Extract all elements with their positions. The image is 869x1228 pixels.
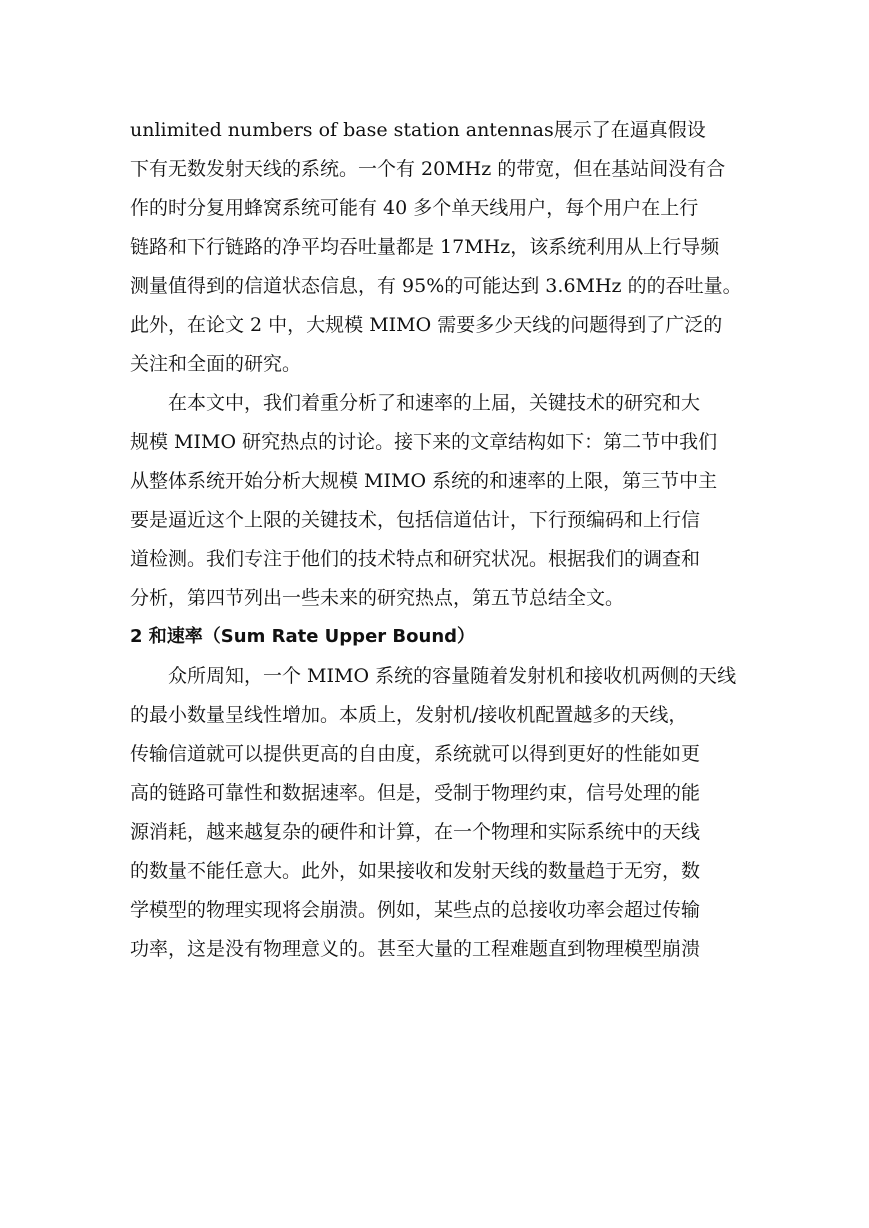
text-line: 作的时分复用蜂窝系统可能有 40 多个单天线用户，每个用户在上行 [130, 197, 699, 219]
text-line: 道检测。我们专注于他们的技术特点和研究状况。根据我们的调查和 [130, 548, 701, 570]
text-line: 此外，在论文 2 中，大规模 MIMO 需要多少天线的问题得到了广泛的 [130, 314, 723, 336]
section-heading: 2 和速率（Sum Rate Upper Bound） [130, 626, 476, 647]
text-line: 高的链路可靠性和数据速率。但是，受制于物理约束，信号处理的能 [130, 782, 701, 804]
text-line: 的最小数量呈线性增加。本质上，发射机/接收机配置越多的天线， [130, 704, 688, 726]
text-line: 众所周知，一个 MIMO 系统的容量随着发射机和接收机两侧的天线 [168, 665, 737, 687]
text-line: 要是逼近这个上限的关键技术，包括信道估计，下行预编码和上行信 [130, 509, 701, 531]
text-line: 规模 MIMO 研究热点的讨论。接下来的文章结构如下：第二节中我们 [130, 431, 718, 453]
text-line: 链路和下行链路的净平均吞吐量都是 17MHz，该系统利用从上行导频 [130, 236, 720, 258]
text-line: 功率，这是没有物理意义的。甚至大量的工程难题直到物理模型崩溃 [130, 938, 701, 960]
document-body [130, 112, 742, 970]
text-line: 源消耗，越来越复杂的硬件和计算，在一个物理和实际系统中的天线 [130, 821, 701, 843]
text-line: 测量值得到的信道状态信息，有 95%的可能达到 3.6MHz 的的吞吐量。 [130, 275, 742, 297]
text-line: 从整体系统开始分析大规模 MIMO 系统的和速率的上限，第三节中主 [130, 470, 718, 492]
text-line: 分析，第四节列出一些未来的研究热点，第五节总结全文。 [130, 587, 625, 609]
text-line: 学模型的物理实现将会崩溃。例如，某些点的总接收功率会超过传输 [130, 899, 701, 921]
text-line: 的数量不能任意大。此外，如果接收和发射天线的数量趋于无穷，数 [130, 860, 701, 882]
text-line: 关注和全面的研究。 [130, 353, 302, 375]
text-line: 下有无数发射天线的系统。一个有 20MHz 的带宽，但在基站间没有合 [130, 158, 726, 180]
text-line: unlimited numbers of base station antennas展示了在逼真假设 [130, 119, 706, 141]
text-line: 在本文中，我们着重分析了和速率的上届，关键技术的研究和大 [168, 392, 701, 414]
text-line: 传输信道就可以提供更高的自由度，系统就可以得到更好的性能如更 [130, 743, 701, 765]
